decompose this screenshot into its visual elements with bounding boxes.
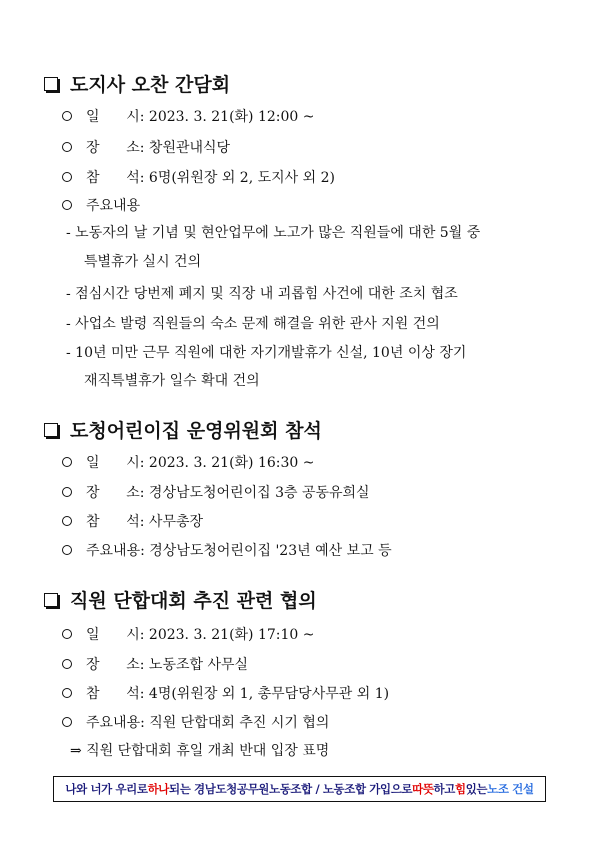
circle-bullet-icon [62,516,72,526]
detail-3: - 사업소 발령 직원들의 숙소 문제 해결을 위한 관사 지원 건의 [66,316,440,332]
circle-bullet-icon [62,659,72,669]
section-2-place: 장 소 : 경상남도청어린이집 3층 공동유희실 [62,482,370,502]
checkbox-square-icon [44,77,58,91]
circle-bullet-icon [62,111,72,121]
section-3-attendees: 참 석 : 4명(위원장 외 1, 총무담당사무관 외 1) [62,683,389,703]
circle-bullet-icon [62,457,72,467]
circle-bullet-icon [62,629,72,639]
circle-bullet-icon [62,487,72,497]
section-3-result: ⇒ 직원 단합대회 휴일 개최 반대 입장 표명 [70,743,330,759]
section-3-main-content: 주요내용 : 직원 단합대회 추진 시기 협의 [62,712,329,732]
checkbox-square-icon [44,423,58,437]
circle-bullet-icon [62,200,72,210]
section-1-title: 도지사 오찬 간담회 [70,74,231,96]
section-2-date: 일 시 : 2023. 3. 21(화) 16:30 ~ [62,452,315,472]
circle-bullet-icon [62,142,72,152]
section-2-main-content: 주요내용 : 경상남도청어린이집 '23년 예산 보고 등 [62,540,392,560]
circle-bullet-icon [62,717,72,727]
circle-bullet-icon [62,172,72,182]
section-2-title: 도청어린이집 운영위원회 참석 [70,420,322,442]
footer-slogan: 나와 너가 우리로 하나 되는 경남도청공무원노동조합 / 노동조합 가입으로 따뜻 하고 힘 있는 노조 건설 [53,776,546,802]
section-3-title: 직원 단합대회 추진 관련 협의 [70,590,317,612]
detail-2: - 점심시간 당번제 폐지 및 직장 내 괴롭힘 사건에 대한 조치 협조 [66,286,458,302]
detail-1-cont: 특별휴가 실시 건의 [84,254,202,270]
detail-4: - 10년 미만 근무 직원에 대한 자기개발휴가 신설, 10년 이상 장기 [66,345,467,361]
section-1-attendees: 참 석 : 6명(위원장 외 2, 도지사 외 2) [62,167,335,187]
checkbox-square-icon [44,593,58,607]
section-1-main-content: 주요내용 [62,195,140,215]
detail-1: - 노동자의 날 기념 및 현안업무에 노고가 많은 직원들에 대한 5월 중 [66,225,481,241]
section-2-heading [44,416,322,443]
section-1-date: 일 시 : 2023. 3. 21(화) 12:00 ~ [62,106,315,126]
section-3-heading [44,586,317,613]
circle-bullet-icon [62,688,72,698]
section-3-place: 장 소 : 노동조합 사무실 [62,654,248,674]
section-1-heading [44,70,230,97]
section-2-attendees: 참 석 : 사무총장 [62,511,203,531]
section-3-date: 일 시 : 2023. 3. 21(화) 17:10 ~ [62,624,315,644]
circle-bullet-icon [62,545,72,555]
section-1-place: 장 소 : 창원관내식당 [62,137,230,157]
detail-4-cont: 재직특별휴가 일수 확대 건의 [84,373,260,389]
